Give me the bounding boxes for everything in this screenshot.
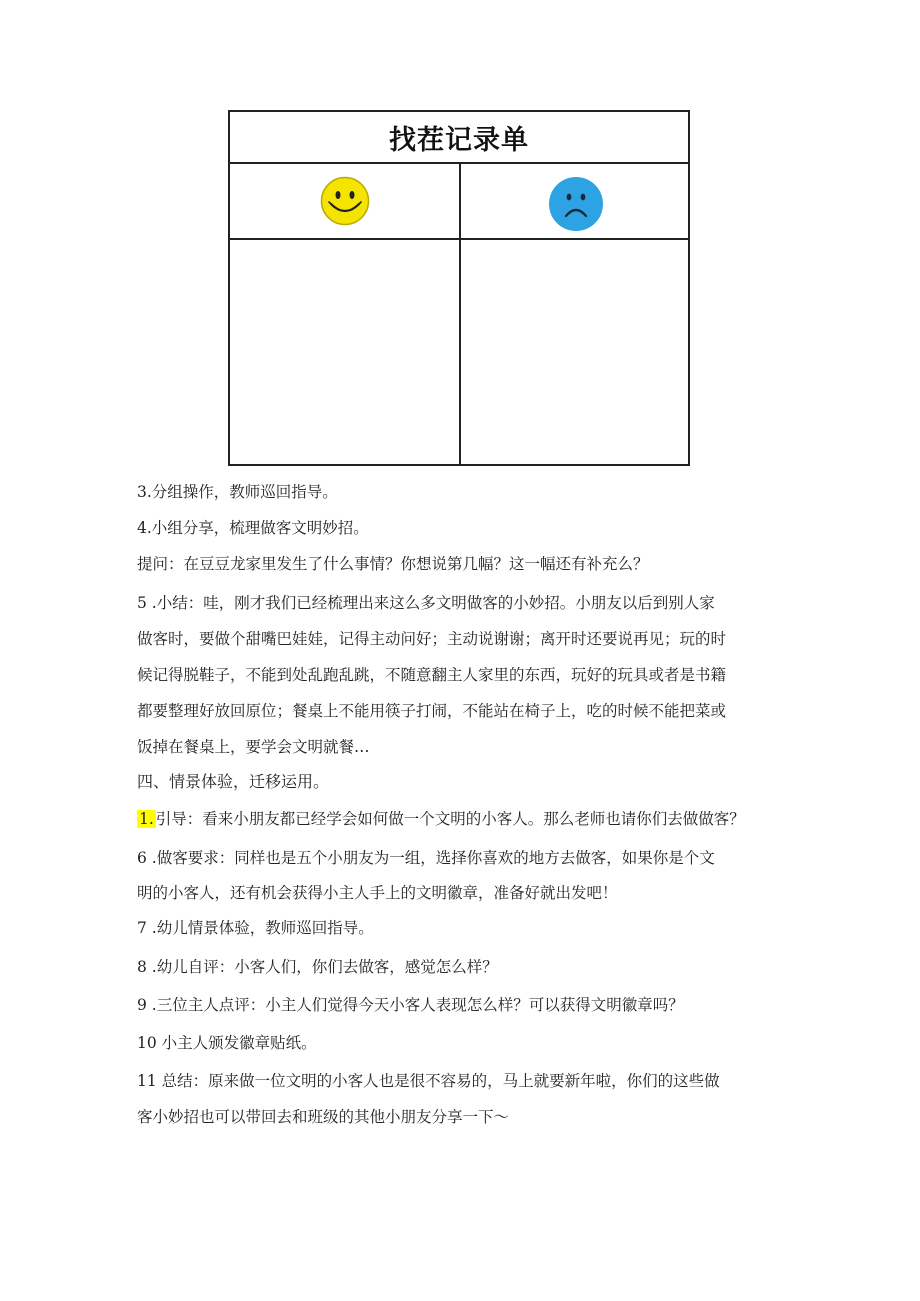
step-9: 9 .三位主人点评：小主人们觉得今天小客人表现怎么样？可以获得文明徽章吗？ — [137, 996, 684, 1014]
question: 提问：在豆豆龙家里发生了什么事情？你想说第几幅？这一幅还有补充么？ — [137, 555, 649, 573]
step-8: 8 .幼儿自评：小客人们，你们去做客，感觉怎么样？ — [137, 958, 498, 976]
step-3: 3.分组操作，教师巡回指导。 — [137, 483, 338, 501]
table-divider — [459, 164, 461, 466]
step-7: 7 .幼儿情景体验，教师巡回指导。 — [137, 919, 374, 937]
step-5-line: 都要整理好放回原位；餐桌上不能用筷子打闹，不能站在椅子上，吃的时候不能把菜或 — [137, 702, 727, 720]
step-5-line: 候记得脱鞋子，不能到处乱跑乱跳，不随意翻主人家里的东西，玩好的玩具或者是书籍 — [137, 666, 727, 684]
step-10: 10 小主人颁发徽章贴纸。 — [137, 1034, 317, 1052]
step-1-text: 引导：看来小朋友都已经学会如何做一个文明的小客人。那么老师也请你们去做做客？ — [155, 810, 745, 828]
step-5-line: 5 .小结：哇，刚才我们已经梳理出来这么多文明做客的小妙招。小朋友以后到别人家 — [137, 594, 715, 612]
sad-face-icon — [548, 176, 604, 232]
step-1 — [137, 809, 745, 829]
smiley-face-icon — [320, 176, 370, 226]
step-11-line: 11 总结：原来做一位文明的小客人也是很不容易的，马上就要新年啦，你们的这些做 — [137, 1072, 720, 1090]
step-5-line: 做客时，要做个甜嘴巴娃娃，记得主动问好；主动说谢谢；离开时还要说再见；玩的时 — [137, 630, 727, 648]
step-11-line: 客小妙招也可以带回去和班级的其他小朋友分享一下～ — [137, 1108, 510, 1126]
highlighted-number: 1. — [139, 810, 154, 828]
step-6-line: 明的小客人，还有机会获得小主人手上的文明徽章，准备好就出发吧！ — [137, 884, 618, 902]
section-4-heading: 四、情景体验，迁移运用。 — [137, 772, 330, 791]
step-4: 4.小组分享，梳理做客文明妙招。 — [137, 519, 369, 537]
record-sheet-title: 找茬记录单 — [230, 112, 688, 164]
step-5-line: 饭掉在餐桌上，要学会文明就餐… — [137, 738, 370, 756]
step-6-line: 6 .做客要求：同样也是五个小朋友为一组，选择你喜欢的地方去做客，如果你是个文 — [137, 849, 715, 867]
record-sheet-table — [228, 110, 690, 466]
